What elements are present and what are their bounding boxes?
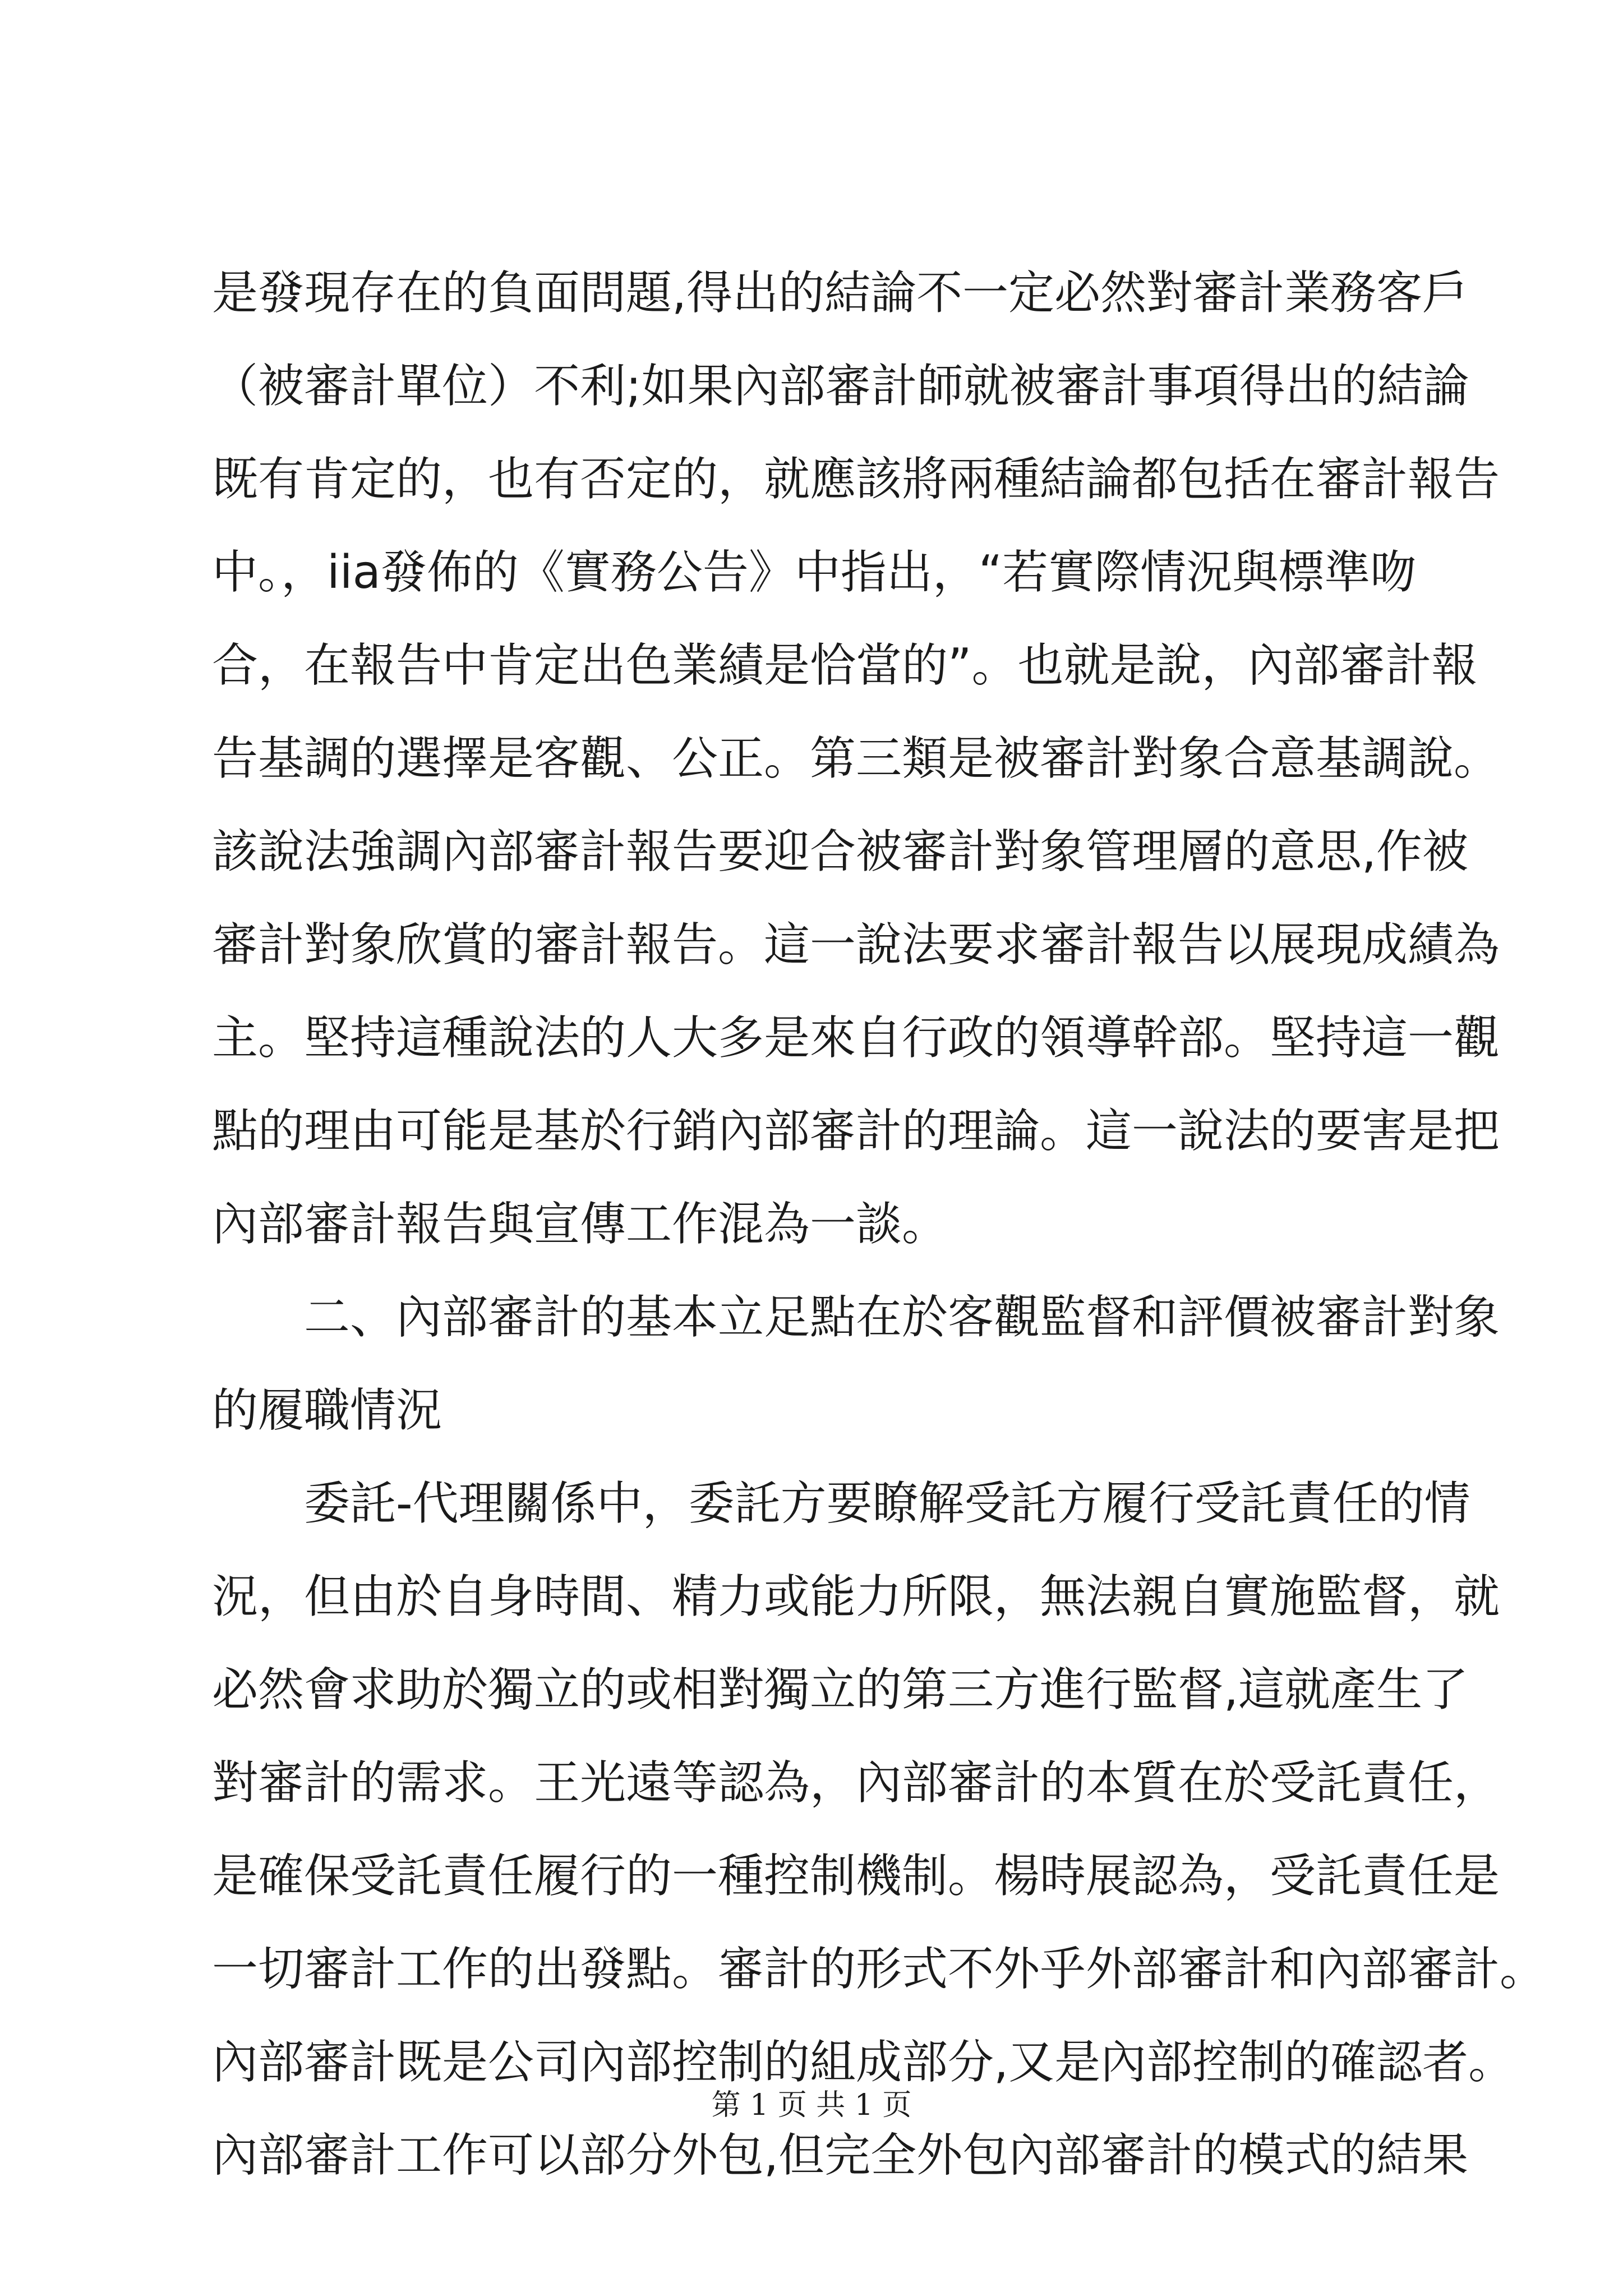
section-heading-continued: 的履職情況 [212, 1384, 442, 1437]
text-line: （被審計單位）不利;如果內部審計師就被審計事項得出的結論 [212, 360, 1469, 413]
text-line: 告基調的選擇是客觀、公正。第三類是被審計對象合意基調說。 [212, 732, 1500, 785]
text-line: 內部審計工作可以部分外包,但完全外包內部審計的模式的結果 [212, 2129, 1469, 2182]
text-line: 主。堅持這種說法的人大多是來自行政的領導幹部。堅持這一觀 [212, 1011, 1500, 1065]
body-text [212, 247, 1546, 2202]
text-line: 既有肯定的，也有否定的，就應該將兩種結論都包括在審計報告 [212, 453, 1500, 506]
section-heading: 二、內部審計的基本立足點在於客觀監督和評價被審計對象 [304, 1291, 1500, 1344]
text-line: 內部審計報告與宣傳工作混為一談。 [212, 1198, 948, 1251]
text-line: 況，但由於自身時間、精力或能力所限，無法親自實施監督，就 [212, 1570, 1500, 1623]
text-line: 是確保受託責任履行的一種控制機制。楊時展認為，受託責任是 [212, 1849, 1500, 1903]
text-line: 對審計的需求。王光遠等認為，內部審計的本質在於受託責任， [212, 1756, 1500, 1810]
text-line: 委託-代理關係中，委託方要瞭解受託方履行受託責任的情 [304, 1477, 1470, 1530]
text-line: 內部審計既是公司內部控制的組成部分,又是內部控制的確認者。 [212, 2036, 1515, 2089]
text-line: 必然會求助於獨立的或相對獨立的第三方進行監督,這就產生了 [212, 1663, 1469, 1717]
text-line: 審計對象欣賞的審計報告。這一說法要求審計報告以展現成績為 [212, 918, 1500, 972]
text-line: 一切審計工作的出發點。審計的形式不外乎外部審計和內部審計。 [212, 1943, 1546, 1996]
text-line: 中。，iia發佈的《實務公告》中指出，“若實際情況與標準吻 [212, 546, 1417, 599]
text-line: 該說法強調內部審計報告要迎合被審計對象管理層的意思,作被 [212, 825, 1469, 878]
text-line: 是發現存在的負面問題,得出的結論不一定必然對審計業務客戶 [212, 266, 1469, 320]
page-number-footer: 第 1 页 共 1 页 [711, 2088, 912, 2122]
text-line: 合，在報告中肯定出色業績是恰當的”。也就是說，內部審計報 [212, 639, 1478, 692]
text-line: 點的理由可能是基於行銷內部審計的理論。這一說法的要害是把 [212, 1105, 1500, 1158]
